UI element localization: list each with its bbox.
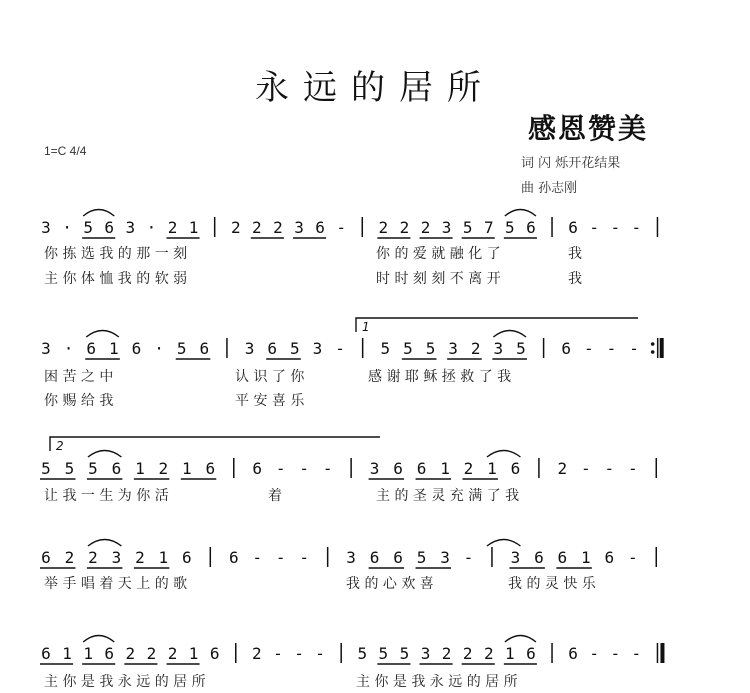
note: 5 (289, 339, 300, 358)
note: 3 (440, 548, 450, 567)
note: 5 (380, 339, 391, 358)
note: 1 (188, 218, 199, 237)
slur (88, 451, 121, 458)
note: 2 (441, 644, 452, 663)
note: 1 (158, 548, 169, 567)
note: 6 (557, 548, 568, 567)
lyric-line: 主 的 圣 灵 充 满 了 我 (376, 488, 520, 504)
note: 2 (470, 339, 481, 358)
note: 3 (369, 459, 380, 478)
note: - (589, 218, 600, 237)
note: - (299, 548, 310, 567)
note: - (604, 459, 615, 478)
note: 6 (205, 459, 216, 478)
slur (487, 540, 520, 547)
note: 3 (493, 339, 504, 358)
slur (83, 636, 114, 643)
note: 6 (561, 339, 572, 358)
note: 3 (41, 218, 51, 237)
hymnal-name: 感恩赞美 (528, 112, 649, 145)
note: - (610, 218, 621, 237)
note: 3 (510, 548, 521, 567)
lyric-line: 感 谢 耶 稣 拯 救 了 我 (368, 369, 512, 385)
note: - (252, 548, 263, 567)
note: 2 (378, 218, 389, 237)
note: 1 (109, 339, 119, 358)
note: 5 (88, 459, 98, 478)
lyric-line: 主 你 是 我 永 远 的 居 所 (44, 674, 206, 690)
note: 1 (135, 459, 145, 478)
slur (487, 451, 520, 458)
note: 6 (510, 459, 521, 478)
note: 2 (462, 644, 473, 663)
note: 2 (64, 548, 75, 567)
note: 6 (526, 218, 536, 237)
note: 3 (312, 339, 323, 358)
note: 2 (125, 644, 136, 663)
note: - (336, 218, 347, 237)
lyric-line: 我 (568, 271, 582, 287)
lyric-line: 你 的 爱 就 融 化 了 (376, 246, 501, 262)
note: 2 (399, 218, 410, 237)
note: 6 (131, 339, 142, 358)
note: 3 (244, 339, 255, 358)
note: 3 (125, 218, 136, 237)
note: 6 (568, 644, 578, 663)
note: 5 (378, 644, 389, 663)
note: · (154, 339, 164, 358)
lyric-line: 让 我 一 生 为 你 活 (44, 488, 169, 504)
note: 6 (104, 644, 115, 663)
slur (505, 210, 536, 217)
note: 6 (534, 548, 544, 567)
note: 2 (252, 644, 262, 663)
note: 1 (62, 644, 72, 663)
volta-bracket (356, 318, 638, 332)
note: 5 (399, 644, 410, 663)
note: 3 (346, 548, 356, 567)
note: 6 (111, 459, 122, 478)
note: 2 (557, 459, 568, 478)
note: 2 (230, 218, 241, 237)
note: 2 (420, 218, 431, 237)
note: 7 (483, 218, 494, 237)
note: 3 (111, 548, 122, 567)
note: - (322, 459, 333, 478)
note: 3 (41, 339, 51, 358)
note: · (63, 339, 74, 358)
note: 3 (441, 218, 452, 237)
repeat-dot (651, 350, 655, 354)
note: 1 (487, 459, 497, 478)
note: 3 (420, 644, 431, 663)
note: 5 (462, 218, 473, 237)
note: 6 (182, 548, 192, 567)
note: 1 (83, 644, 93, 663)
note: 2 (158, 459, 169, 478)
note: 5 (505, 218, 515, 237)
note: - (610, 644, 621, 663)
slur (83, 210, 114, 217)
note: 5 (176, 339, 187, 358)
note: - (606, 339, 617, 358)
note: 6 (41, 644, 51, 663)
note: - (627, 459, 638, 478)
note: 5 (425, 339, 436, 358)
note: · (146, 218, 157, 237)
note: 6 (104, 218, 115, 237)
note: - (315, 644, 325, 663)
lyric-line: 困 苦 之 中 (44, 369, 114, 385)
note: 6 (604, 548, 615, 567)
note: 1 (581, 548, 591, 567)
note: 2 (167, 644, 178, 663)
lyric-line: 我 的 灵 快 乐 (508, 576, 596, 592)
note: - (335, 339, 345, 358)
composer-credit: 曲 孙志刚 (521, 181, 578, 196)
note: 1 (440, 459, 450, 478)
note: 6 (86, 339, 97, 358)
volta-number: 2 (56, 439, 64, 453)
note: 2 (135, 548, 145, 567)
note: - (631, 644, 642, 663)
note: - (631, 218, 642, 237)
volta-bracket (50, 437, 380, 451)
note: - (629, 339, 639, 358)
lyric-line: 着 (268, 488, 282, 504)
note: - (299, 459, 310, 478)
song-title: 永远的居所 (255, 68, 495, 108)
lyric-line: 你 拣 选 我 的 那 一 刻 (44, 246, 188, 262)
repeat-dot (651, 342, 655, 346)
note: - (581, 459, 591, 478)
note: 6 (209, 644, 220, 663)
lyric-line: 认 识 了 你 (235, 369, 305, 385)
note: 6 (568, 218, 578, 237)
note: - (294, 644, 304, 663)
lyric-line: 我 (568, 246, 582, 262)
lyric-line: 我 的 心 欢 喜 (346, 576, 434, 592)
note: - (273, 644, 283, 663)
note: - (584, 339, 594, 358)
note: 6 (252, 459, 263, 478)
note: 2 (167, 218, 178, 237)
note: 6 (315, 218, 325, 237)
note: 5 (41, 459, 51, 478)
note: 6 (416, 459, 427, 478)
note: 2 (483, 644, 494, 663)
note: 6 (41, 548, 51, 567)
note: - (589, 644, 600, 663)
note: 3 (448, 339, 458, 358)
slur (86, 331, 119, 338)
lyric-line: 时 时 刻 刻 不 离 开 (376, 271, 501, 287)
volta-number: 1 (362, 320, 370, 334)
lyric-line: 主 你 体 恤 我 的 软 弱 (44, 271, 188, 287)
note: 6 (526, 644, 536, 663)
note: · (62, 218, 72, 237)
key-signature: 1=C 4/4 (44, 144, 87, 158)
lyric-line: 你 赐 给 我 (44, 393, 114, 409)
note: 6 (199, 339, 210, 358)
note: 2 (252, 218, 262, 237)
note: 2 (146, 644, 157, 663)
slur (88, 540, 121, 547)
note: 1 (505, 644, 515, 663)
note: 5 (357, 644, 368, 663)
note: 6 (369, 548, 380, 567)
slur (505, 636, 536, 643)
note: 1 (182, 459, 192, 478)
lyric-line: 平 安 喜 乐 (235, 393, 305, 409)
note: - (275, 548, 286, 567)
note: - (463, 548, 474, 567)
note: 2 (88, 548, 98, 567)
note: 3 (294, 218, 304, 237)
note: 6 (267, 339, 278, 358)
note: 6 (228, 548, 239, 567)
note: 5 (516, 339, 526, 358)
note: 5 (83, 218, 93, 237)
slur (493, 331, 526, 338)
note: 5 (416, 548, 427, 567)
note: 2 (273, 218, 283, 237)
note: 1 (188, 644, 199, 663)
lyricist-credit: 词 闪 烁开花结果 (521, 156, 621, 171)
note: - (275, 459, 286, 478)
lyric-line: 举 手 唱 着 天 上 的 歌 (44, 576, 188, 592)
note: 2 (463, 459, 474, 478)
note: - (627, 548, 638, 567)
note: 6 (393, 548, 403, 567)
note: 5 (403, 339, 413, 358)
note: 5 (64, 459, 75, 478)
lyric-line: 主 你 是 我 永 远 的 居 所 (356, 674, 518, 690)
note: 6 (393, 459, 403, 478)
